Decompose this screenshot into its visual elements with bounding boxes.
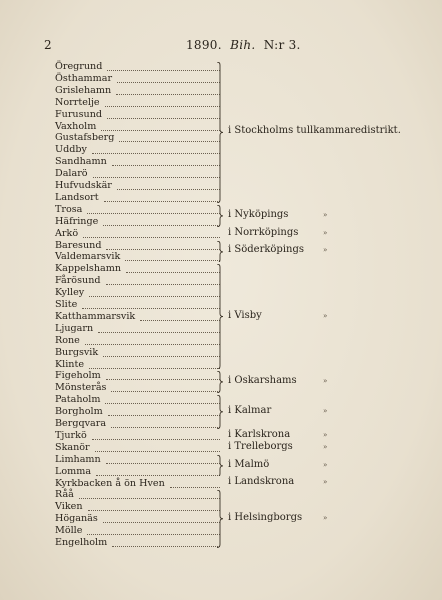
port-name: Råå [55, 489, 74, 501]
dot-leader [107, 69, 220, 71]
port-name: Östhammar [55, 72, 113, 84]
port-row [55, 156, 220, 168]
dot-leader [96, 474, 220, 476]
dot-leader [111, 390, 220, 392]
port-row [55, 525, 220, 537]
port-row [55, 251, 220, 263]
port-row [55, 192, 220, 204]
port-row [55, 144, 220, 156]
port-name: Norrtelje [55, 96, 100, 108]
district-label: i Visby [228, 309, 262, 321]
port-name: Pataholm [55, 394, 101, 406]
group-brace [217, 241, 223, 263]
port-name: Klinte [55, 358, 85, 370]
port-row [55, 454, 220, 466]
dot-leader [117, 81, 220, 83]
dot-leader [87, 212, 220, 214]
port-row [55, 370, 220, 382]
port-row [55, 394, 220, 406]
ditto-mark: » [323, 311, 328, 320]
port-row [55, 382, 220, 394]
group-brace [217, 395, 223, 429]
port-name: Fårösund [55, 275, 101, 287]
dot-leader [119, 140, 220, 142]
port-name: Lomma [55, 465, 92, 477]
port-row [55, 418, 220, 430]
district-label: i Norrköpings [228, 226, 299, 238]
port-row [55, 347, 220, 359]
port-row [55, 406, 220, 418]
dot-leader [95, 450, 220, 452]
port-name: Engelholm [55, 537, 108, 548]
port-row [55, 323, 220, 335]
group-brace [217, 62, 223, 203]
port-row [55, 359, 220, 371]
district-label: i Malmö [228, 458, 270, 470]
dot-leader [111, 426, 220, 428]
dot-leader [106, 283, 220, 285]
port-row [55, 275, 220, 287]
dot-leader [82, 307, 220, 309]
port-name: Tjurkö [55, 429, 87, 441]
ditto-mark: » [323, 210, 328, 219]
dot-leader [79, 497, 220, 499]
dot-leader [98, 331, 220, 333]
port-name: Vaxholm [55, 120, 97, 132]
port-row [55, 121, 220, 133]
port-name: Mönsterås [55, 382, 107, 394]
port-row [55, 132, 220, 144]
dot-leader [126, 271, 220, 273]
dot-leader [116, 93, 220, 95]
port-name: Katthammarsvik [55, 310, 136, 322]
port-name: Slite [55, 299, 78, 310]
port-row [55, 85, 220, 97]
port-name: Borgholm [55, 406, 103, 418]
dot-leader [112, 164, 220, 166]
port-row [55, 311, 220, 323]
dot-leader [83, 236, 220, 238]
port-name: Ljugarn [55, 322, 94, 334]
district-label: i Karlskrona [228, 428, 291, 440]
dot-leader [106, 378, 220, 380]
port-name: Grislehamn [55, 84, 112, 96]
dot-leader [105, 105, 220, 107]
dot-leader [125, 259, 220, 261]
district-label: i Stockholms tullkammaredistrikt. [228, 125, 401, 137]
port-name: Dalarö [55, 168, 88, 180]
dot-leader [89, 295, 220, 297]
dot-leader [107, 117, 220, 119]
ditto-mark: » [323, 478, 328, 487]
dot-leader [92, 152, 220, 154]
header-year: 1890. [186, 38, 222, 52]
district-label: i Oskarshams [228, 375, 297, 387]
port-row [55, 287, 220, 299]
port-row [55, 204, 220, 216]
dot-leader [85, 343, 220, 345]
port-row [55, 466, 220, 478]
port-name: Trosa [55, 203, 83, 215]
port-name: Bergqvara [55, 418, 107, 429]
port-name: Öregrund [55, 61, 103, 72]
port-row [55, 489, 220, 501]
port-row [55, 501, 220, 513]
group-brace [217, 264, 223, 369]
port-row [55, 513, 220, 525]
ditto-mark: » [323, 460, 328, 469]
dot-leader [88, 509, 221, 511]
port-name: Kyrkbacken å ön Hven [55, 477, 165, 489]
port-row [55, 240, 220, 252]
port-name: Furusund [55, 108, 103, 120]
port-row [55, 478, 220, 490]
port-name: Landsort [55, 191, 99, 203]
port-name: Gustafsberg [55, 132, 115, 144]
port-row [55, 109, 220, 121]
ditto-mark: » [323, 514, 328, 523]
port-name: Viken [55, 501, 83, 513]
port-name: Rone [55, 334, 80, 346]
ditto-mark: » [323, 407, 328, 416]
port-name: Skanör [55, 441, 90, 453]
port-name: Mölle [55, 525, 83, 537]
port-name: Figeholm [55, 370, 101, 382]
group-brace [217, 455, 223, 477]
page-header [0, 38, 442, 54]
port-row [55, 263, 220, 275]
port-row [55, 228, 220, 240]
district-label: i Landskrona [228, 476, 295, 488]
port-row [55, 335, 220, 347]
port-row [55, 299, 220, 311]
ditto-mark: » [323, 430, 328, 439]
port-row [55, 430, 220, 442]
ditto-mark: » [323, 228, 328, 237]
port-name: Kylley [55, 287, 85, 299]
port-name: Uddby [55, 144, 87, 156]
port-row [55, 97, 220, 109]
dot-leader [108, 414, 220, 416]
port-name: Valdemarsvik [55, 251, 121, 263]
port-row [55, 180, 220, 192]
dot-leader [101, 129, 220, 131]
dot-leader [92, 438, 220, 440]
port-name: Höganäs [55, 513, 98, 525]
district-label: i Trelleborgs [228, 440, 293, 452]
district-label: i Söderköpings [228, 244, 305, 256]
ditto-mark: » [323, 377, 328, 386]
page-number: 2 [44, 38, 52, 52]
port-name: Baresund [55, 239, 102, 251]
port-row [55, 168, 220, 180]
header-bih: Bih. [230, 38, 256, 52]
port-name: Limhamn [55, 453, 101, 465]
district-label: i Nyköpings [228, 208, 289, 220]
dot-leader [106, 248, 220, 250]
dot-leader [112, 545, 220, 547]
port-row [55, 61, 220, 73]
port-name: Burgsvik [55, 346, 99, 358]
ditto-mark: » [323, 246, 328, 255]
dot-leader [140, 319, 220, 321]
header-title [186, 38, 301, 52]
dot-leader [89, 367, 220, 369]
port-name: Häfringe [55, 215, 99, 227]
group-brace [217, 205, 223, 227]
port-name: Arkö [55, 227, 79, 239]
district-label: i Helsingborgs [228, 512, 303, 524]
dot-leader [105, 402, 220, 404]
port-name: Sandhamn [55, 156, 107, 168]
dot-leader [106, 462, 220, 464]
port-row [55, 537, 220, 549]
group-brace [217, 371, 223, 393]
port-row [55, 73, 220, 85]
port-row [55, 216, 220, 228]
port-name: Kappelshamn [55, 263, 122, 275]
dot-leader [103, 224, 220, 226]
ditto-mark: » [323, 442, 328, 451]
dot-leader [117, 188, 220, 190]
port-row [55, 442, 220, 454]
dot-leader [170, 486, 220, 488]
dot-leader [103, 355, 220, 357]
dot-leader [93, 176, 220, 178]
dot-leader [103, 521, 220, 523]
district-label: i Kalmar [228, 405, 272, 417]
dot-leader [87, 533, 220, 535]
group-brace [217, 490, 223, 548]
header-nr: N:r 3. [263, 38, 301, 52]
port-name: Hufvudskär [55, 180, 112, 191]
dot-leader [104, 200, 220, 202]
